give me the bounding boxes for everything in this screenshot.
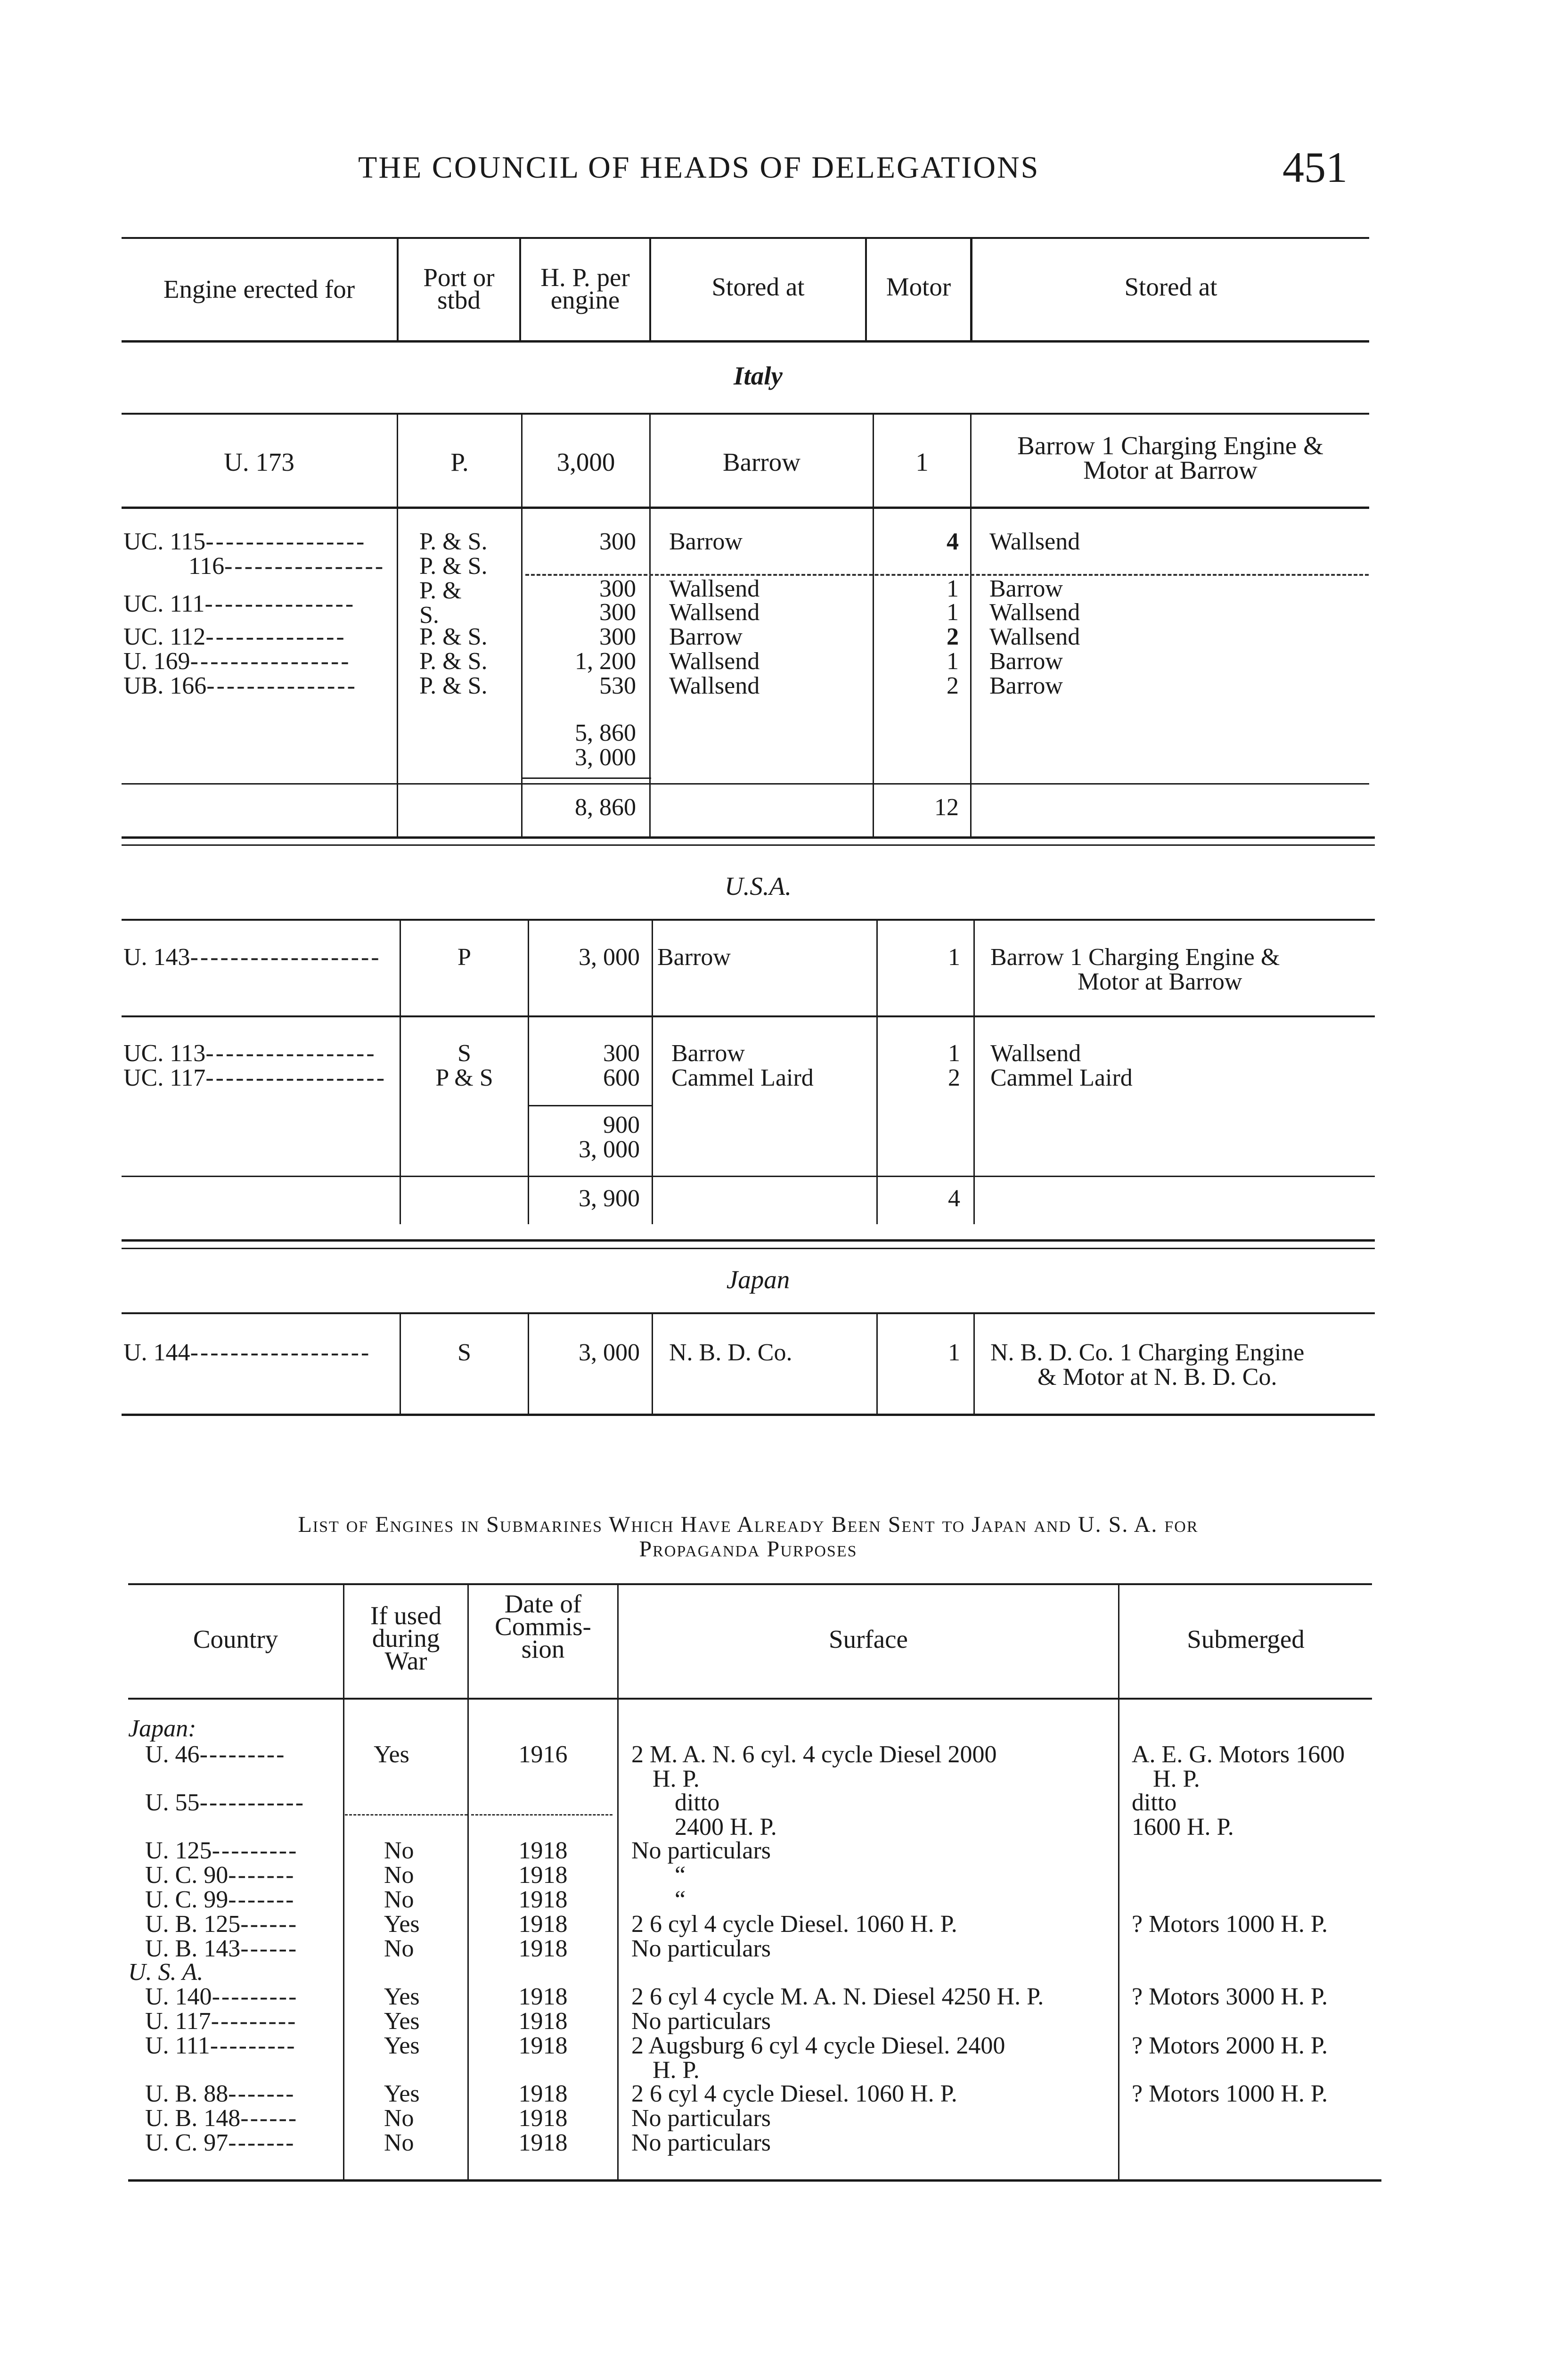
cell-surface: 2 6 cyl 4 cycle Diesel. 1060 H. P. — [631, 1911, 957, 1938]
cell-motor: 1 — [947, 575, 959, 602]
cell-used: No — [384, 1862, 414, 1889]
cell-used: Yes — [384, 2080, 420, 2107]
cell-stored: Cammel Laird — [671, 1064, 814, 1091]
cell-date: 1918 — [518, 1935, 568, 1962]
cell-stored-2: N. B. D. Co. 1 Charging Engine & Motor at N. B. D. Co. — [990, 1339, 1305, 1391]
cell-submerged: ? Motors 2000 H. P. — [1132, 2032, 1328, 2059]
table-row: U. B. 88------- — [145, 2080, 295, 2107]
cell-stored-2: Wallsend — [989, 528, 1080, 555]
cell-hp: 300 — [599, 623, 636, 650]
cell-port: P. & S. — [419, 648, 488, 675]
table-row: U. C. 90------- — [145, 1862, 295, 1889]
table-row: U. 46--------- — [145, 1741, 286, 1768]
cell-surface: 2 Augsburg 6 cyl 4 cycle Diesel. 2400 H. P. — [631, 2032, 1005, 2084]
cell-port: P. & S. — [419, 672, 488, 699]
table-row: U. B. 148------ — [145, 2105, 298, 2132]
cell-stored: Barrow — [671, 1040, 745, 1067]
cell-surface: No particulars — [631, 2105, 771, 2132]
table-caption: List of Engines in Submarines Which Have Already Been Sent to Japan and U. S. A. for Propaganda Purposes — [298, 1512, 1199, 1562]
cell-stored: Wallsend — [669, 599, 760, 626]
cell-used: No — [384, 2105, 414, 2132]
cell-port: S — [457, 1339, 471, 1366]
cell-motor: 2 — [947, 623, 959, 650]
cell-surface: 2 6 cyl 4 cycle Diesel. 1060 H. P. — [631, 2080, 957, 2107]
cell-used: No — [384, 1886, 414, 1913]
table-row: U. 140--------- — [145, 1983, 298, 2010]
cell-stored-2: Barrow 1 Charging Engine & Motor at Barrow — [1017, 431, 1323, 484]
cell-date: 1918 — [518, 2032, 568, 2059]
cell-stored-2: Wallsend — [989, 599, 1080, 626]
cell-motor: 4 — [947, 528, 959, 555]
cell-stored-2: Barrow 1 Charging Engine & Motor at Barrow — [990, 944, 1280, 995]
group-japan: Japan: — [128, 1715, 196, 1742]
table-row: U. 111--------- — [145, 2032, 296, 2059]
table-row: U. B. 143------ — [145, 1935, 298, 1962]
col-port-or-stbd: Port or stbd — [423, 263, 495, 314]
table-row: U. 117--------- — [145, 2008, 297, 2035]
cell-stored-2: Cammel Laird — [990, 1064, 1133, 1091]
cell-motor: 1 — [948, 1339, 960, 1366]
cell-stored-2: Barrow — [989, 648, 1063, 675]
cell-hp: 3,000 — [556, 448, 615, 476]
cell-date: 1918 — [518, 1862, 568, 1889]
cell-submerged: ? Motors 1000 H. P. — [1132, 1911, 1328, 1938]
cell-port: P. & S. — [419, 553, 488, 580]
cell-date: 1916 — [518, 1741, 568, 1768]
cell-submerged: A. E. G. Motors 1600 H. P. — [1132, 1741, 1345, 1792]
table-row: U. 144------------------ — [123, 1339, 371, 1366]
cell-used: Yes — [384, 1983, 420, 2010]
section-usa: U.S.A. — [724, 872, 792, 900]
cell-stored: Wallsend — [669, 648, 760, 675]
cell-stored: Barrow — [723, 448, 800, 476]
cell-port: S — [457, 1040, 471, 1067]
cell-surface: No particulars — [631, 1935, 771, 1962]
cell-stored: Barrow — [669, 528, 743, 555]
usa-total-motor: 4 — [948, 1185, 960, 1212]
italy-subtotal: 5, 860 3, 000 — [575, 720, 636, 771]
cell-stored-2: Barrow — [989, 575, 1063, 602]
cell-motor: 2 — [948, 1064, 960, 1091]
section-italy: Italy — [734, 361, 783, 390]
table-row: U. C. 99------- — [145, 1886, 295, 1913]
cell-stored: N. B. D. Co. — [669, 1339, 792, 1366]
cell-port: S. — [419, 602, 439, 629]
cell-surface: “ — [675, 1886, 686, 1913]
usa-total-hp: 3, 900 — [579, 1185, 640, 1212]
running-head: THE COUNCIL OF HEADS OF DELEGATIONS — [358, 150, 1040, 185]
cell-stored: Wallsend — [669, 672, 760, 699]
col-motor: Motor — [886, 272, 951, 301]
cell-hp: 300 — [599, 575, 636, 602]
cell-submerged: ? Motors 1000 H. P. — [1132, 2080, 1328, 2107]
table-row: UC. 112-------------- — [123, 623, 346, 650]
cell-used: No — [384, 2129, 414, 2156]
cell-surface: No particulars — [631, 1837, 771, 1864]
cell-date: 1918 — [518, 1911, 568, 1938]
cell-date: 1918 — [518, 1983, 568, 2010]
table-row: 116---------------- — [188, 553, 385, 580]
col-surface: Surface — [829, 1625, 908, 1653]
cell-motor: 1 — [947, 648, 959, 675]
cell-motor: 1 — [948, 1040, 960, 1067]
cell-date: 1918 — [518, 2105, 568, 2132]
cell-surface: 2 M. A. N. 6 cyl. 4 cycle Diesel 2000 H. P. — [631, 1741, 997, 1792]
italy-total-hp: 8, 860 — [575, 794, 636, 821]
table-row: UC. 117------------------ — [123, 1064, 387, 1091]
italy-total-motor: 12 — [934, 794, 959, 821]
cell-stored-2: Wallsend — [989, 623, 1080, 650]
cell-port: P. & — [419, 577, 462, 604]
cell-date: 1918 — [518, 1837, 568, 1864]
cell-port: P. & S. — [419, 623, 488, 650]
table-row: U. C. 97------- — [145, 2129, 295, 2156]
cell-motor: 1 — [915, 448, 929, 476]
col-engine-erected-for: Engine erected for — [163, 275, 355, 303]
table-row: UC. 113----------------- — [123, 1040, 376, 1067]
cell-surface: No particulars — [631, 2129, 771, 2156]
cell-hp: 300 — [603, 1040, 640, 1067]
cell-surface: ditto 2400 H. P. — [675, 1789, 777, 1841]
cell-motor: 1 — [947, 599, 959, 626]
cell-port: P. & S. — [419, 528, 488, 555]
cell-hp: 1, 200 — [575, 648, 636, 675]
cell-surface: “ — [675, 1862, 686, 1889]
table-row: UB. 166--------------- — [123, 672, 357, 699]
cell-surface: 2 6 cyl 4 cycle M. A. N. Diesel 4250 H. P. — [631, 1983, 1044, 2010]
cell-hp: 300 — [599, 528, 636, 555]
cell-date: 1918 — [518, 1886, 568, 1913]
col-stored-at-2: Stored at — [1124, 272, 1217, 301]
cell-used: Yes — [384, 2008, 420, 2035]
section-japan: Japan — [726, 1265, 790, 1294]
cell-date: 1918 — [518, 2129, 568, 2156]
group-usa: U. S. A. — [128, 1959, 204, 1986]
col-submerged: Submerged — [1187, 1625, 1305, 1653]
cell-motor: 1 — [948, 944, 960, 971]
page-number: 451 — [1282, 143, 1348, 191]
col-stored-at: Stored at — [711, 272, 805, 301]
cell-used: Yes — [374, 1741, 409, 1768]
table-row: UC. 115---------------- — [123, 528, 367, 555]
table-row: UC. 111--------------- — [123, 590, 356, 617]
cell-stored-2: Barrow — [989, 672, 1063, 699]
cell-port: P — [457, 944, 471, 971]
cell-stored: Barrow — [669, 623, 743, 650]
cell-stored: Barrow — [657, 944, 731, 971]
cell-used: Yes — [384, 1911, 420, 1938]
col-date-of-commission: Date of Commis- sion — [495, 1589, 591, 1663]
cell-hp: 600 — [603, 1064, 640, 1091]
cell-stored: Wallsend — [669, 575, 760, 602]
cell-hp: 300 — [599, 599, 636, 626]
col-if-used-during-war: If used during War — [370, 1601, 442, 1675]
table-row: U. 143------------------- — [123, 944, 381, 971]
col-country: Country — [193, 1625, 278, 1653]
cell-submerged: ditto 1600 H. P. — [1132, 1789, 1234, 1841]
table-row: U. 55----------- — [145, 1789, 305, 1816]
col-hp-per-engine: H. P. per engine — [540, 263, 630, 314]
table-row: U. 169---------------- — [123, 648, 351, 675]
cell-used: No — [384, 1935, 414, 1962]
cell-used: No — [384, 1837, 414, 1864]
cell-port: P. — [450, 448, 469, 476]
cell-surface: No particulars — [631, 2008, 771, 2035]
table-row: U. B. 125------ — [145, 1911, 298, 1938]
cell-port: P & S — [435, 1064, 493, 1091]
cell-hp: 530 — [599, 672, 636, 699]
cell-hp: 3, 000 — [579, 1339, 640, 1366]
cell-hp: 3, 000 — [579, 944, 640, 971]
cell-motor: 2 — [947, 672, 959, 699]
cell-stored-2: Wallsend — [990, 1040, 1081, 1067]
table-row: U. 173 — [224, 448, 294, 476]
cell-submerged: ? Motors 3000 H. P. — [1132, 1983, 1328, 2010]
table-row: U. 125--------- — [145, 1837, 298, 1864]
usa-subtotal: 900 3, 000 — [579, 1112, 640, 1163]
cell-date: 1918 — [518, 2008, 568, 2035]
cell-date: 1918 — [518, 2080, 568, 2107]
cell-used: Yes — [384, 2032, 420, 2059]
